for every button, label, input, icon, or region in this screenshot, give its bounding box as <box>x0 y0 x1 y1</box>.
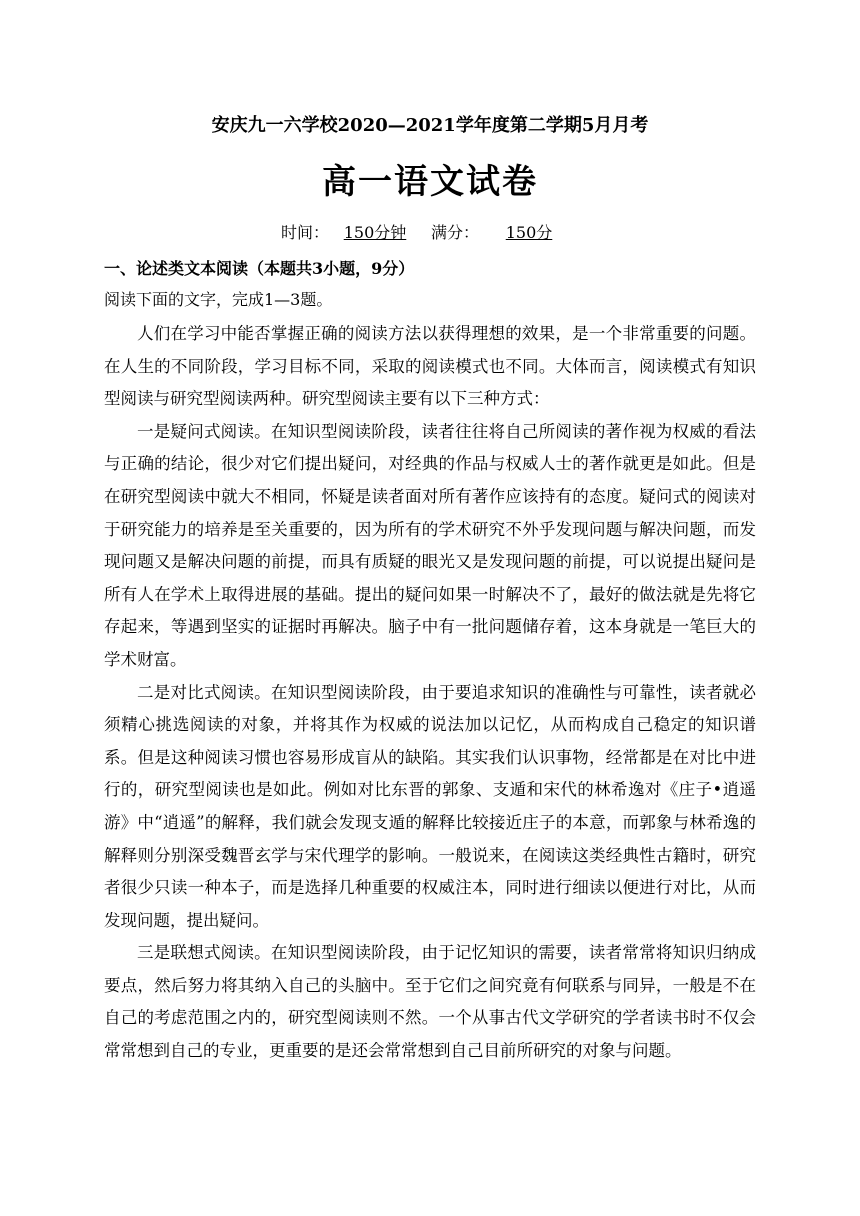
paragraph-intro: 人们在学习中能否掌握正确的阅读方法以获得理想的效果，是一个非常重要的问题。在人生的不同阶段，学习目标不同，采取的阅读模式也不同。大体而言，阅读模式有知识型阅读与研究型阅读两种。研究型阅读主要有以下三种方式： <box>104 324 756 409</box>
exam-meta <box>0 222 860 244</box>
paragraph-question-reading: 一是疑问式阅读。在知识型阅读阶段，读者往往将自己所阅读的著作视为权威的看法与正确的结论，很少对它们提出疑问，对经典的作品与权威人士的著作就更是如此。但是在研究型阅读中就大不相同，怀疑是读者面对所有著作应该持有的态度。疑问式的阅读对于研究能力的培养是至关重要的，因为所有的学术研究不外乎发现问题与解决问题，而发现问题又是解决问题的前提，而具有质疑的眼光又是发现问题的前提，可以说提出疑问是所有人在学术上取得进展的基础。提出的疑问如果一时解决不了，最好的做法就是先将它存起来，等遇到坚实的证据时再解决。脑子中有一批问题储存着，这本身就是一笔巨大的学术财富。 <box>104 421 756 669</box>
section-heading: 一、论述类文本阅读（本题共3小题，9分） <box>104 259 415 278</box>
time-value: 150分钟 <box>343 223 407 242</box>
section-instruction: 阅读下面的文字，完成1—3题。 <box>104 290 333 309</box>
reading-passage <box>104 318 756 1068</box>
score-value: 150分 <box>505 223 553 242</box>
exam-header: 安庆九一六学校2020—2021学年度第二学期5月月考 <box>211 115 649 136</box>
paragraph-comparative-reading: 二是对比式阅读。在知识型阅读阶段，由于要追求知识的准确性与可靠性，读者就必须精心挑选阅读的对象，并将其作为权威的说法加以记忆，从而构成自己稳定的知识谱系。但是这种阅读习惯也容易形成盲从的缺陷。其实我们认识事物，经常都是在对比中进行的，研究型阅读也是如此。例如对比东晋的郭象、支遁和宋代的林希逸对《庄子•逍遥游》中“逍遥”的解释，我们就会发现支遁的解释比较接近庄子的本意，而郭象与林希逸的解释则分别深受魏晋玄学与宋代理学的影响。一般说来，在阅读这类经典性古籍时，研究者很少只读一种本子，而是选择几种重要的权威注本，同时进行细读以便进行对比，从而发现问题，提出疑问。 <box>104 682 756 930</box>
time-label: 时间： <box>280 223 329 242</box>
score-label: 满分： <box>431 223 480 242</box>
paragraph-associative-reading: 三是联想式阅读。在知识型阅读阶段，由于记忆知识的需要，读者常常将知识归纳成要点，然后努力将其纳入自己的头脑中。至于它们之间究竟有何联系与同异，一般是不在自己的考虑范围之内的，研究型阅读则不然。一个从事古代文学研究的学者读书时不仅会常常想到自己的专业，更重要的是还会常常想到自己目前所研究的对象与问题。 <box>104 943 756 1061</box>
page-title: 高一语文试卷 <box>322 162 538 202</box>
